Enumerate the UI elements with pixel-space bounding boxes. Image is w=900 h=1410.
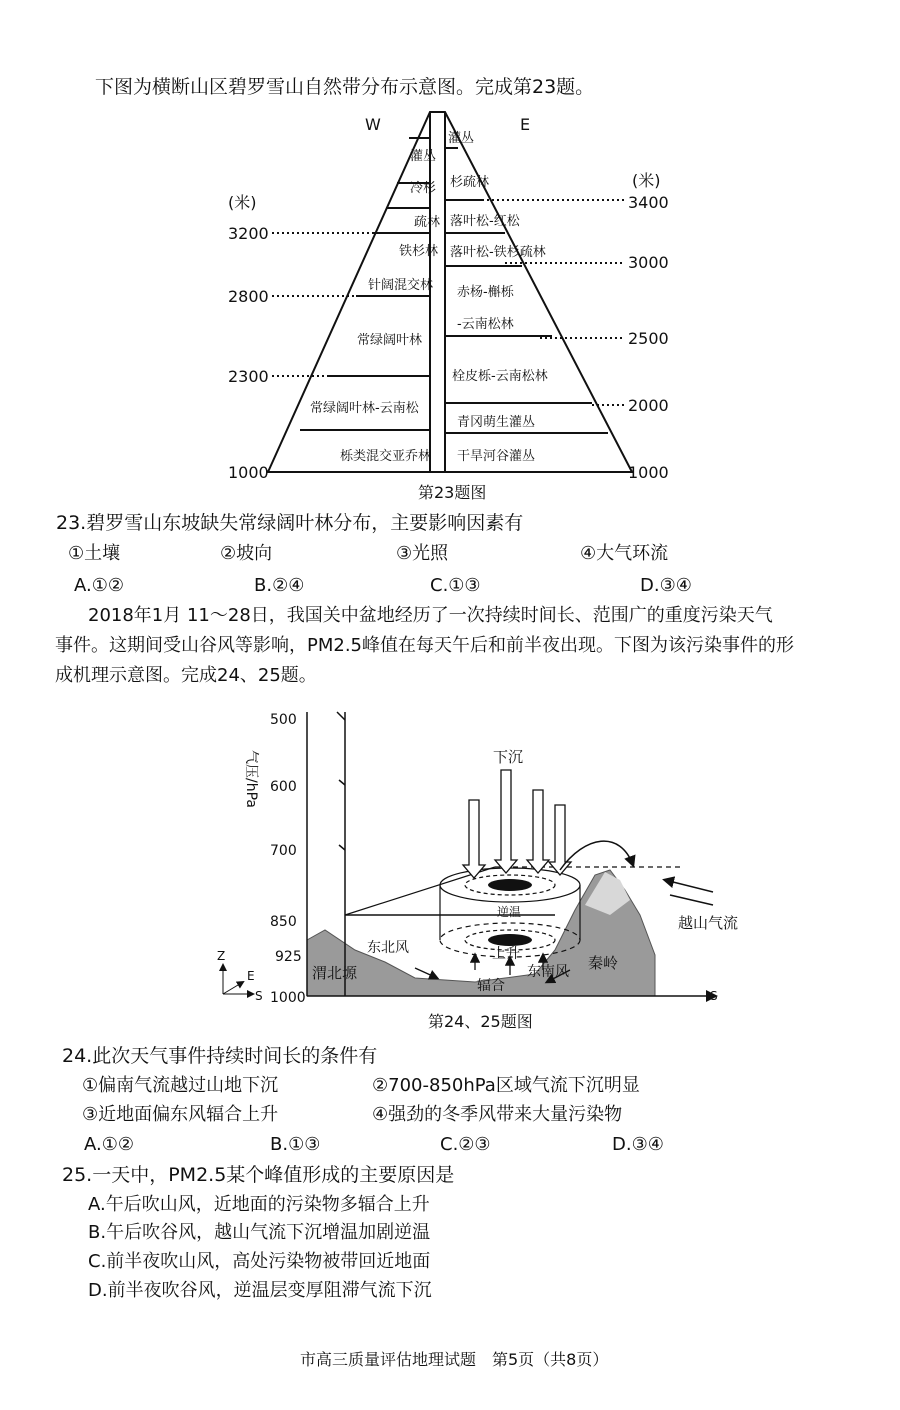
mountain-outline — [268, 112, 632, 472]
tick-left: 3200 — [228, 224, 269, 243]
q25-option: C.前半夜吹山风，高处污染物被带回近地面 — [88, 1251, 431, 1272]
axis-e: E — [247, 969, 255, 983]
q23-choice: A.①② — [74, 575, 124, 596]
p-tick: 925 — [275, 949, 302, 965]
east-belt: 杉疏林 — [450, 175, 490, 190]
inversion-label: 逆温 — [497, 905, 522, 919]
tick-right: 1000 — [628, 463, 669, 482]
q25-stem: 25.一天中，PM2.5某个峰值形成的主要原因是 — [62, 1164, 455, 1186]
q24-choice: A.①② — [84, 1134, 134, 1155]
east-belt: 青冈萌生灌丛 — [457, 415, 536, 430]
q23-item: ③光照 — [396, 543, 449, 564]
tick-left: 1000 — [228, 463, 269, 482]
ne-wind-label: 东北风 — [367, 940, 409, 956]
intro-q23: 下图为横断山区碧罗雪山自然带分布示意图。完成第23题。 — [95, 76, 595, 98]
sink-label: 下沉 — [493, 748, 524, 766]
west-belt: 疏林 — [414, 215, 441, 230]
q25-option: B.午后吹谷风，越山气流下沉增温加剧逆温 — [88, 1222, 431, 1243]
q24-item: ③近地面偏东风辐合上升 — [82, 1104, 279, 1125]
intro-q24-line3: 成机理示意图。完成24、25题。 — [55, 665, 317, 686]
intro-q24-line2: 事件。这期间受山谷风等影响，PM2.5峰值在每天午后和前半夜出现。下图为该污染事件的形 — [55, 635, 795, 656]
axis-s-end: S — [710, 989, 718, 1003]
q24-item: ①偏南气流越过山地下沉 — [82, 1075, 279, 1096]
p-tick: 1000 — [270, 990, 306, 1006]
east-belt: 干旱河谷灌丛 — [457, 449, 536, 464]
q23-item: ④大气环流 — [580, 543, 669, 564]
tick-right: 3000 — [628, 253, 669, 272]
axis-s: S — [255, 989, 263, 1003]
east-belt: 赤杨-槲栎 — [457, 285, 514, 300]
figure-23-caption: 第23题图 — [418, 483, 487, 502]
q24-choice: B.①③ — [270, 1134, 321, 1155]
p-tick: 500 — [270, 712, 297, 728]
q24-choices — [84, 1136, 844, 1158]
west-belt: 铁杉林 — [399, 244, 439, 259]
east-label: E — [520, 115, 531, 134]
p-tick: 600 — [270, 779, 297, 795]
q23-choice: C.①③ — [430, 575, 481, 596]
west-label: W — [365, 115, 381, 134]
east-belt: -云南松林 — [457, 317, 514, 332]
q23-choice: D.③④ — [640, 575, 692, 596]
east-belt: 栓皮栎-云南松林 — [452, 369, 548, 384]
intro-q24-line1: 2018年1月 11～28日，我国关中盆地经历了一次持续时间长、范围广的重度污染天气 — [88, 605, 773, 626]
figure-24-25 — [215, 700, 739, 1012]
q24-items-row1 — [82, 1077, 842, 1099]
west-belt: 针阔混交林 — [368, 278, 434, 293]
tick-right: 2500 — [628, 329, 669, 348]
q24-stem: 24.此次天气事件持续时间长的条件有 — [62, 1045, 378, 1067]
tick-right: 3400 — [628, 193, 669, 212]
y-axis-label: 气压/hPa — [243, 750, 259, 808]
convergence-label: 辐合 — [477, 978, 505, 994]
q24-item: ②700-850hPa区域气流下沉明显 — [372, 1075, 640, 1096]
west-belt: 灌丛 — [410, 149, 437, 164]
unit-left: (米) — [228, 193, 257, 212]
figure-23 — [200, 108, 700, 508]
q23-items — [68, 545, 868, 567]
q24-items-row2 — [82, 1106, 842, 1128]
rise-label: 上升 — [492, 946, 520, 962]
east-belt: 灌丛 — [448, 131, 475, 146]
p-tick: 850 — [270, 914, 297, 930]
se-wind-label: 东南风 — [527, 964, 569, 980]
axis-z: Z — [217, 949, 226, 963]
q23-choice: B.②④ — [254, 575, 305, 596]
q25-option: A.午后吹山风，近地面的污染物多辐合上升 — [88, 1194, 430, 1215]
tick-left: 2300 — [228, 367, 269, 386]
west-belt: 栎类混交亚乔林 — [340, 449, 432, 464]
q23-item: ①土壤 — [68, 543, 121, 564]
tick-right: 2000 — [628, 396, 669, 415]
q24-choice: C.②③ — [440, 1134, 491, 1155]
q24-item: ④强劲的冬季风带来大量污染物 — [372, 1104, 623, 1125]
west-belt: 常绿阔叶林-云南松 — [310, 401, 419, 416]
page-footer: 市高三质量评估地理试题 第5页（共8页） — [300, 1350, 609, 1369]
cross-mountain-label: 越山气流 — [678, 914, 739, 932]
q23-item: ②坡向 — [220, 543, 273, 564]
qinling-label: 秦岭 — [588, 954, 619, 972]
weibei-label: 渭北塬 — [312, 964, 358, 982]
q23-choices — [74, 577, 874, 599]
west-belt: 常绿阔叶林 — [357, 333, 423, 348]
west-belt: 冷杉 — [410, 181, 437, 196]
q25-option: D.前半夜吹谷风，逆温层变厚阻滞气流下沉 — [88, 1280, 432, 1301]
q23-stem: 23.碧罗雪山东坡缺失常绿阔叶林分布，主要影响因素有 — [56, 512, 524, 534]
q24-choice: D.③④ — [612, 1134, 664, 1155]
unit-right: (米) — [632, 171, 661, 190]
tick-left: 2800 — [228, 287, 269, 306]
east-belt: 落叶松-红松 — [450, 214, 520, 229]
east-belt: 落叶松-铁杉疏林 — [450, 245, 546, 260]
figure-24-caption: 第24、25题图 — [428, 1012, 533, 1031]
p-tick: 700 — [270, 843, 297, 859]
